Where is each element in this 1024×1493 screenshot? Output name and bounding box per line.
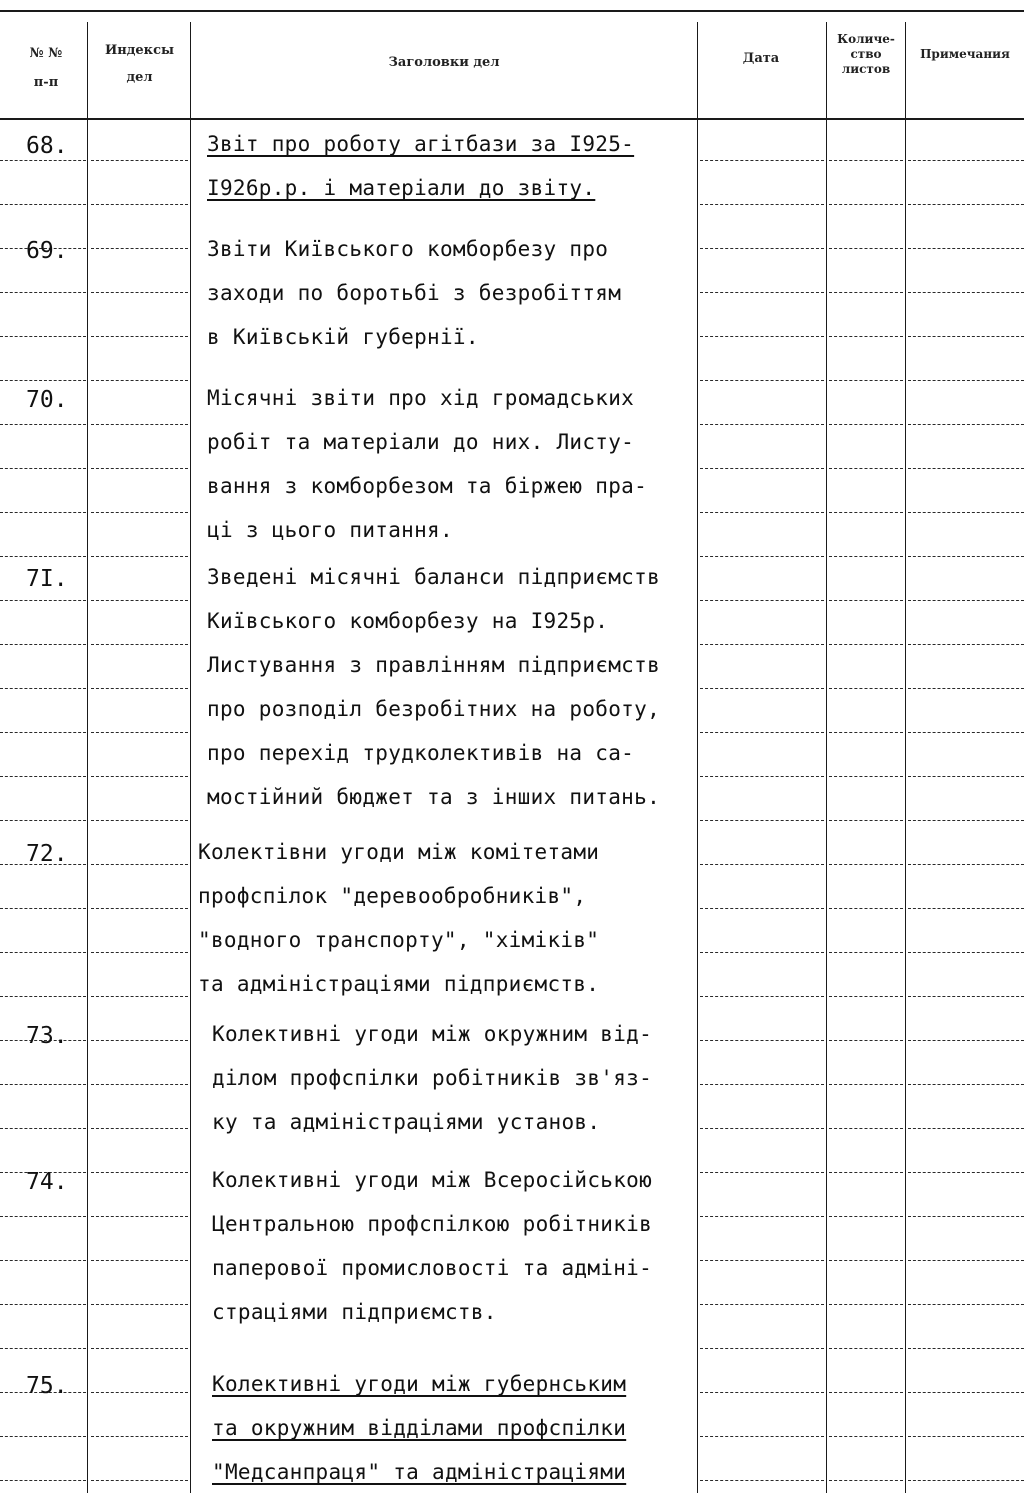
ruled-line-seg-2 — [700, 644, 824, 645]
ruled-line-seg-4 — [908, 248, 1024, 249]
entry-title-line: мостійний бюджет та з інших питань. — [207, 785, 661, 809]
entry-title-line: Центральною профспілкою робітників — [212, 1212, 653, 1236]
column-rule-date — [826, 22, 827, 1493]
ruled-line-seg-0 — [0, 292, 86, 293]
ruled-line-seg-4 — [908, 1128, 1024, 1129]
ruled-line-seg-0 — [0, 1304, 86, 1305]
ruled-line-seg-2 — [700, 1216, 824, 1217]
ruled-line-seg-1 — [91, 204, 188, 205]
entry-title-line: Звіт про роботу агітбази за I925- — [207, 132, 635, 156]
ruled-line-seg-3 — [829, 952, 903, 953]
entry-title-line: Колективні угоди між губернським — [212, 1372, 627, 1396]
ruled-line-seg-0 — [0, 688, 86, 689]
ruled-line-seg-0 — [0, 1084, 86, 1085]
ruled-line-seg-3 — [829, 688, 903, 689]
column-rule-index — [190, 22, 191, 1493]
ruled-line-seg-1 — [91, 1480, 188, 1481]
ruled-line-seg-4 — [908, 952, 1024, 953]
ruled-line-seg-1 — [91, 908, 188, 909]
ruled-line-seg-0 — [0, 776, 86, 777]
header-title: Заголовки дел — [388, 55, 500, 70]
ruled-line-seg-2 — [700, 600, 824, 601]
ruled-line-seg-0 — [0, 820, 86, 821]
ruled-line-seg-1 — [91, 292, 188, 293]
ruled-line-seg-1 — [91, 864, 188, 865]
ruled-line-seg-3 — [829, 1128, 903, 1129]
ruled-line-seg-1 — [91, 512, 188, 513]
entry-title-line: страціями підприємств. — [212, 1300, 497, 1324]
entry-title-line: в Київській губернії. — [207, 325, 479, 349]
ruled-line-seg-2 — [700, 1304, 824, 1305]
ruled-line-seg-2 — [700, 1480, 824, 1481]
entry-number: 75. — [26, 1373, 68, 1399]
entry-title-line: про розподіл безробітних на роботу, — [207, 697, 661, 721]
ruled-line-seg-3 — [829, 248, 903, 249]
ruled-line-seg-3 — [829, 600, 903, 601]
ruled-line-seg-2 — [700, 248, 824, 249]
entry-title-line: "водного транспорту", "хіміків" — [198, 928, 600, 952]
ruled-line-seg-4 — [908, 820, 1024, 821]
ruled-line-seg-2 — [700, 556, 824, 557]
ruled-line-seg-3 — [829, 556, 903, 557]
ruled-line-seg-1 — [91, 776, 188, 777]
ruled-line-seg-3 — [829, 336, 903, 337]
ruled-line-seg-0 — [0, 1216, 86, 1217]
ruled-line-seg-4 — [908, 292, 1024, 293]
ruled-line-seg-3 — [829, 1480, 903, 1481]
entry-number: 68. — [26, 133, 68, 159]
header-number — [8, 45, 84, 91]
header-index-line-1: Индексы — [104, 43, 175, 58]
ruled-line-seg-2 — [700, 1084, 824, 1085]
ruled-line-seg-2 — [700, 1348, 824, 1349]
ruled-line-seg-4 — [908, 1392, 1024, 1393]
entry-title-line: Листування з правлінням підприємств — [207, 653, 661, 677]
header-count-line-1: Количе- — [837, 32, 895, 46]
ruled-line-seg-1 — [91, 996, 188, 997]
ruled-line-seg-1 — [91, 1260, 188, 1261]
entry-title-line: Місячні звіти про хід громадських — [207, 386, 635, 410]
ruled-line-seg-2 — [700, 1260, 824, 1261]
ruled-line-seg-2 — [700, 1172, 824, 1173]
ruled-line-seg-0 — [0, 1348, 86, 1349]
header-count-line-3: листов — [841, 62, 891, 76]
entry-number: 74. — [26, 1169, 68, 1195]
ruled-line-seg-0 — [0, 996, 86, 997]
ruled-line-seg-1 — [91, 1172, 188, 1173]
ruled-line-seg-4 — [908, 1172, 1024, 1173]
ruled-line-seg-3 — [829, 1084, 903, 1085]
ruled-line-seg-1 — [91, 952, 188, 953]
ruled-line-seg-0 — [0, 732, 86, 733]
ruled-line-seg-2 — [700, 512, 824, 513]
ruled-line-seg-0 — [0, 468, 86, 469]
ruled-line-seg-0 — [0, 424, 86, 425]
entry-title-line: Колективні угоди між окружним від- — [212, 1022, 653, 1046]
ruled-line-seg-4 — [908, 776, 1024, 777]
ruled-line-seg-1 — [91, 1436, 188, 1437]
ruled-line-seg-0 — [0, 336, 86, 337]
ruled-line-seg-0 — [0, 512, 86, 513]
ruled-line-seg-1 — [91, 688, 188, 689]
ruled-line-seg-3 — [829, 644, 903, 645]
entry-title-line: робіт та матеріали до них. Листу- — [207, 430, 635, 454]
ruled-line-seg-2 — [700, 1040, 824, 1041]
entry-title-line: ділом профспілки робітників зв'яз- — [212, 1066, 653, 1090]
ruled-line-seg-3 — [829, 204, 903, 205]
ruled-line-seg-4 — [908, 160, 1024, 161]
header-index-line-2: дел — [126, 70, 153, 85]
ruled-line-seg-4 — [908, 204, 1024, 205]
ruled-line-seg-4 — [908, 600, 1024, 601]
ruled-line-seg-1 — [91, 380, 188, 381]
ruled-line-seg-2 — [700, 996, 824, 997]
entry-title-line: Колектівни угоди між комітетами — [198, 840, 600, 864]
ruled-line-seg-2 — [700, 688, 824, 689]
ruled-line-seg-0 — [0, 1480, 86, 1481]
entry-number: 72. — [26, 841, 68, 867]
ruled-line-seg-2 — [700, 336, 824, 337]
ruled-line-seg-3 — [829, 776, 903, 777]
column-rule-number — [87, 22, 88, 1493]
entry-title-line: Колективні угоди між Всеросійською — [212, 1168, 653, 1192]
entry-number: 7I. — [26, 566, 68, 592]
ruled-line-seg-3 — [829, 424, 903, 425]
header-notes: Примечания — [920, 47, 1010, 61]
ruled-line-seg-4 — [908, 468, 1024, 469]
entry-title-line: Київського комборбезу на I925р. — [207, 609, 609, 633]
ruled-line-seg-4 — [908, 1480, 1024, 1481]
ruled-line-seg-4 — [908, 644, 1024, 645]
ruled-line-seg-4 — [908, 556, 1024, 557]
top-rule — [0, 10, 1024, 12]
ruled-line-seg-3 — [829, 380, 903, 381]
ruled-line-seg-4 — [908, 424, 1024, 425]
ruled-line-seg-1 — [91, 336, 188, 337]
ruled-line-seg-4 — [908, 996, 1024, 997]
ruled-line-seg-2 — [700, 1392, 824, 1393]
entry-title-line: ці з цього питання. — [207, 518, 453, 542]
ruled-line-seg-1 — [91, 468, 188, 469]
ruled-line-seg-1 — [91, 600, 188, 601]
ruled-line-seg-1 — [91, 248, 188, 249]
ruled-line-seg-3 — [829, 1040, 903, 1041]
ruled-line-seg-4 — [908, 1348, 1024, 1349]
ruled-line-seg-1 — [91, 160, 188, 161]
ruled-line-seg-0 — [0, 204, 86, 205]
ruled-line-seg-4 — [908, 864, 1024, 865]
ruled-line-seg-2 — [700, 1436, 824, 1437]
entry-title-line: заходи по боротьбі з безробіттям — [207, 281, 622, 305]
ruled-line-seg-3 — [829, 1304, 903, 1305]
ruled-line-seg-0 — [0, 1128, 86, 1129]
ruled-line-seg-2 — [700, 380, 824, 381]
ruled-line-seg-3 — [829, 1392, 903, 1393]
ruled-line-seg-2 — [700, 292, 824, 293]
ruled-line-seg-1 — [91, 1304, 188, 1305]
ruled-line-seg-2 — [700, 776, 824, 777]
ruled-line-seg-4 — [908, 908, 1024, 909]
ruled-line-seg-1 — [91, 1040, 188, 1041]
column-rule-count — [905, 22, 906, 1493]
ruled-line-seg-3 — [829, 732, 903, 733]
entry-title-line: ку та адміністраціями установ. — [212, 1110, 601, 1134]
ruled-line-seg-2 — [700, 820, 824, 821]
ruled-line-seg-2 — [700, 204, 824, 205]
ruled-line-seg-4 — [908, 1040, 1024, 1041]
entry-title-line: Звіти Київського комборбезу про — [207, 237, 609, 261]
ruled-line-seg-4 — [908, 1304, 1024, 1305]
entry-number: 70. — [26, 387, 68, 413]
entry-title-line: паперової промисловості та адміні- — [212, 1256, 653, 1280]
ruled-line-seg-1 — [91, 644, 188, 645]
header-date: Дата — [742, 51, 780, 66]
header-count — [828, 32, 904, 77]
header-index — [92, 42, 187, 86]
ruled-line-seg-0 — [0, 600, 86, 601]
header-count-line-2: ство — [850, 47, 882, 61]
ruled-line-seg-4 — [908, 1260, 1024, 1261]
ruled-line-seg-2 — [700, 1128, 824, 1129]
ruled-line-seg-1 — [91, 1084, 188, 1085]
ruled-line-seg-3 — [829, 1216, 903, 1217]
ruled-line-seg-3 — [829, 996, 903, 997]
ruled-line-seg-4 — [908, 1216, 1024, 1217]
ruled-line-seg-0 — [0, 644, 86, 645]
entry-title-line: вання з комборбезом та біржею пра- — [207, 474, 648, 498]
ruled-line-seg-1 — [91, 424, 188, 425]
header-number-line-2: п-п — [33, 75, 59, 90]
ruled-line-seg-0 — [0, 1436, 86, 1437]
entry-number: 73. — [26, 1023, 68, 1049]
ruled-line-seg-3 — [829, 468, 903, 469]
column-rule-title — [697, 22, 698, 1493]
ruled-line-seg-0 — [0, 556, 86, 557]
ruled-line-seg-2 — [700, 908, 824, 909]
ruled-line-seg-2 — [700, 160, 824, 161]
ruled-line-seg-3 — [829, 1348, 903, 1349]
ruled-line-seg-0 — [0, 908, 86, 909]
entry-title-line: "Медсанпраця" та адміністраціями — [212, 1460, 627, 1484]
ruled-line-seg-1 — [91, 556, 188, 557]
ruled-line-seg-3 — [829, 512, 903, 513]
ruled-line-seg-3 — [829, 1260, 903, 1261]
entry-title-line: про перехід трудколективів на са- — [207, 741, 635, 765]
ruled-line-seg-1 — [91, 1392, 188, 1393]
entry-number: 69. — [26, 238, 68, 264]
ruled-line-seg-3 — [829, 1436, 903, 1437]
ruled-line-seg-4 — [908, 1084, 1024, 1085]
ruled-line-seg-3 — [829, 1172, 903, 1173]
ruled-line-seg-0 — [0, 160, 86, 161]
ruled-line-seg-4 — [908, 1436, 1024, 1437]
entry-title-line: та адміністраціями підприємств. — [198, 972, 600, 996]
ruled-line-seg-0 — [0, 380, 86, 381]
header-number-line-1: № № — [29, 46, 63, 61]
header-bottom-rule — [0, 118, 1024, 120]
ruled-line-seg-0 — [0, 1260, 86, 1261]
ruled-line-seg-4 — [908, 336, 1024, 337]
ruled-line-seg-2 — [700, 952, 824, 953]
entry-title-line: профспілок "деревообробників", — [198, 884, 587, 908]
ruled-line-seg-4 — [908, 380, 1024, 381]
ruled-line-seg-3 — [829, 292, 903, 293]
ruled-line-seg-3 — [829, 820, 903, 821]
entry-title-line: Зведені місячні баланси підприємств — [207, 565, 661, 589]
ruled-line-seg-1 — [91, 1216, 188, 1217]
ruled-line-seg-4 — [908, 688, 1024, 689]
ruled-line-seg-3 — [829, 864, 903, 865]
ruled-line-seg-4 — [908, 512, 1024, 513]
ruled-line-seg-3 — [829, 908, 903, 909]
ruled-line-seg-1 — [91, 1348, 188, 1349]
ruled-line-seg-0 — [0, 952, 86, 953]
ruled-line-seg-2 — [700, 468, 824, 469]
entry-title-line: I926р.р. і матеріали до звіту. — [207, 176, 596, 200]
ruled-line-seg-2 — [700, 864, 824, 865]
ruled-line-seg-3 — [829, 160, 903, 161]
ruled-line-seg-1 — [91, 1128, 188, 1129]
ruled-line-seg-2 — [700, 732, 824, 733]
ruled-line-seg-1 — [91, 732, 188, 733]
ruled-line-seg-2 — [700, 424, 824, 425]
ruled-line-seg-4 — [908, 732, 1024, 733]
entry-title-line: та окружним відділами профспілки — [212, 1416, 627, 1440]
ruled-line-seg-1 — [91, 820, 188, 821]
